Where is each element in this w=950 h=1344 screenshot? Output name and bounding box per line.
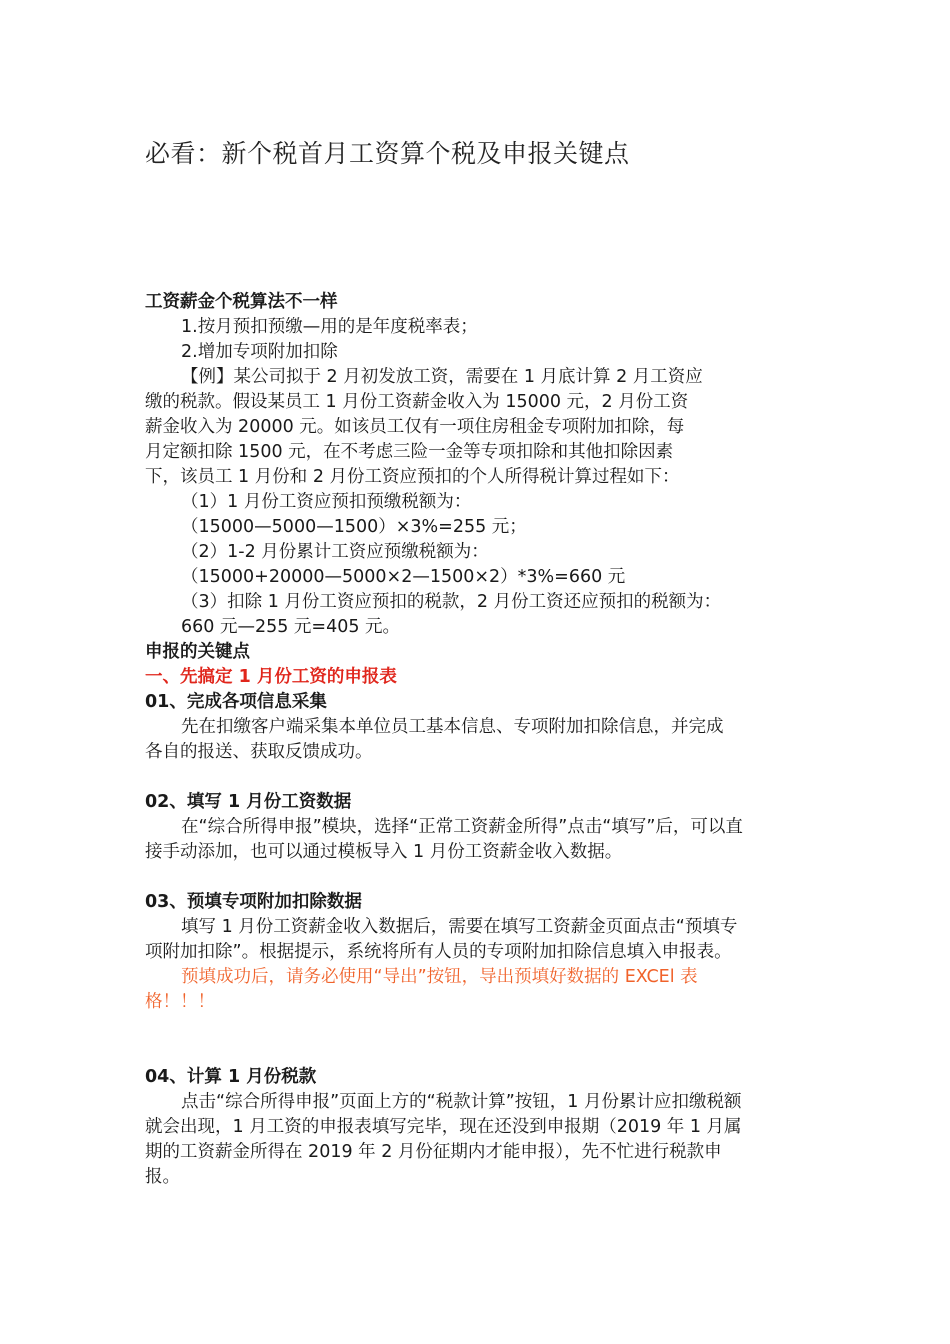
step-text: 先在扣缴客户端采集本单位员工基本信息、专项附加扣除信息，并完成 xyxy=(181,717,724,737)
example-text: 【例】某公司拟于 2 月初发放工资，需要在 1 月底计算 2 月工资应 xyxy=(181,367,703,387)
example-text: 缴的税款。假设某员工 1 月份工资薪金收入为 15000 元，2 月份工资 xyxy=(145,392,689,412)
step-title: 04、计算 1 月份税款 xyxy=(145,1067,317,1087)
calc-label: （2）1-2 月份累计工资应预缴税额为： xyxy=(181,542,489,562)
step-text: 填写 1 月份工资薪金收入数据后，需要在填写工资薪金页面点击“预填专 xyxy=(181,917,738,937)
example-text: 月定额扣除 1500 元，在不考虑三险一金等专项扣除和其他扣除因素 xyxy=(145,442,674,462)
subheading: 一、先搞定 1 月份工资的申报表 xyxy=(145,667,397,687)
example-text: 薪金收入为 20000 元。如该员工仅有一项住房租金专项附加扣除，每 xyxy=(145,417,685,437)
calc-formula: 660 元—255 元=405 元。 xyxy=(181,617,401,637)
warning-text: 格！！！ xyxy=(145,992,215,1012)
step-text: 各自的报送、获取反馈成功。 xyxy=(145,742,373,762)
step-text: 点击“综合所得申报”页面上方的“税款计算”按钮，1 月份累计应扣缴税额 xyxy=(181,1092,742,1112)
calc-label: （3）扣除 1 月份工资应预扣的税款，2 月份工资还应预扣的税额为： xyxy=(181,592,722,612)
warning-text: 预填成功后，请务必使用“导出”按钮，导出预填好数据的 EXCEl 表 xyxy=(181,967,698,987)
step-text: 期的工资薪金所得在 2019 年 2 月份征期内才能申报），先不忙进行税款申 xyxy=(145,1142,722,1162)
step-title: 01、完成各项信息采集 xyxy=(145,692,327,712)
step-text: 就会出现，1 月工资的申报表填写完毕，现在还没到申报期（2019 年 1 月属 xyxy=(145,1117,742,1137)
section-heading-algorithm: 工资薪金个税算法不一样 xyxy=(145,292,338,312)
step-text: 报。 xyxy=(145,1167,180,1187)
step-text: 在“综合所得申报”模块，选择“正常工资薪金所得”点击“填写”后，可以直 xyxy=(181,817,743,837)
step-title: 02、填写 1 月份工资数据 xyxy=(145,792,352,812)
list-item: 1.按月预扣预缴—用的是年度税率表； xyxy=(181,317,478,337)
example-text: 下，该员工 1 月份和 2 月份工资应预扣的个人所得税计算过程如下： xyxy=(145,467,680,487)
step-text: 项附加扣除”。根据提示，系统将所有人员的专项附加扣除信息填入申报表。 xyxy=(145,942,732,962)
step-title: 03、预填专项附加扣除数据 xyxy=(145,892,362,912)
document-body xyxy=(145,290,810,1190)
step-text: 接手动添加，也可以通过模板导入 1 月份工资薪金收入数据。 xyxy=(145,842,623,862)
page-title: 必看：新个税首月工资算个税及申报关键点 xyxy=(145,139,630,168)
calc-label: （1）1 月份工资应预扣预缴税额为： xyxy=(181,492,472,512)
section-heading-keypoints: 申报的关键点 xyxy=(145,642,250,662)
calc-formula: （15000+20000—5000×2—1500×2）*3%=660 元 xyxy=(181,567,626,587)
list-item: 2.增加专项附加扣除 xyxy=(181,342,338,362)
calc-formula: （15000—5000—1500）×3%=255 元； xyxy=(181,517,527,537)
